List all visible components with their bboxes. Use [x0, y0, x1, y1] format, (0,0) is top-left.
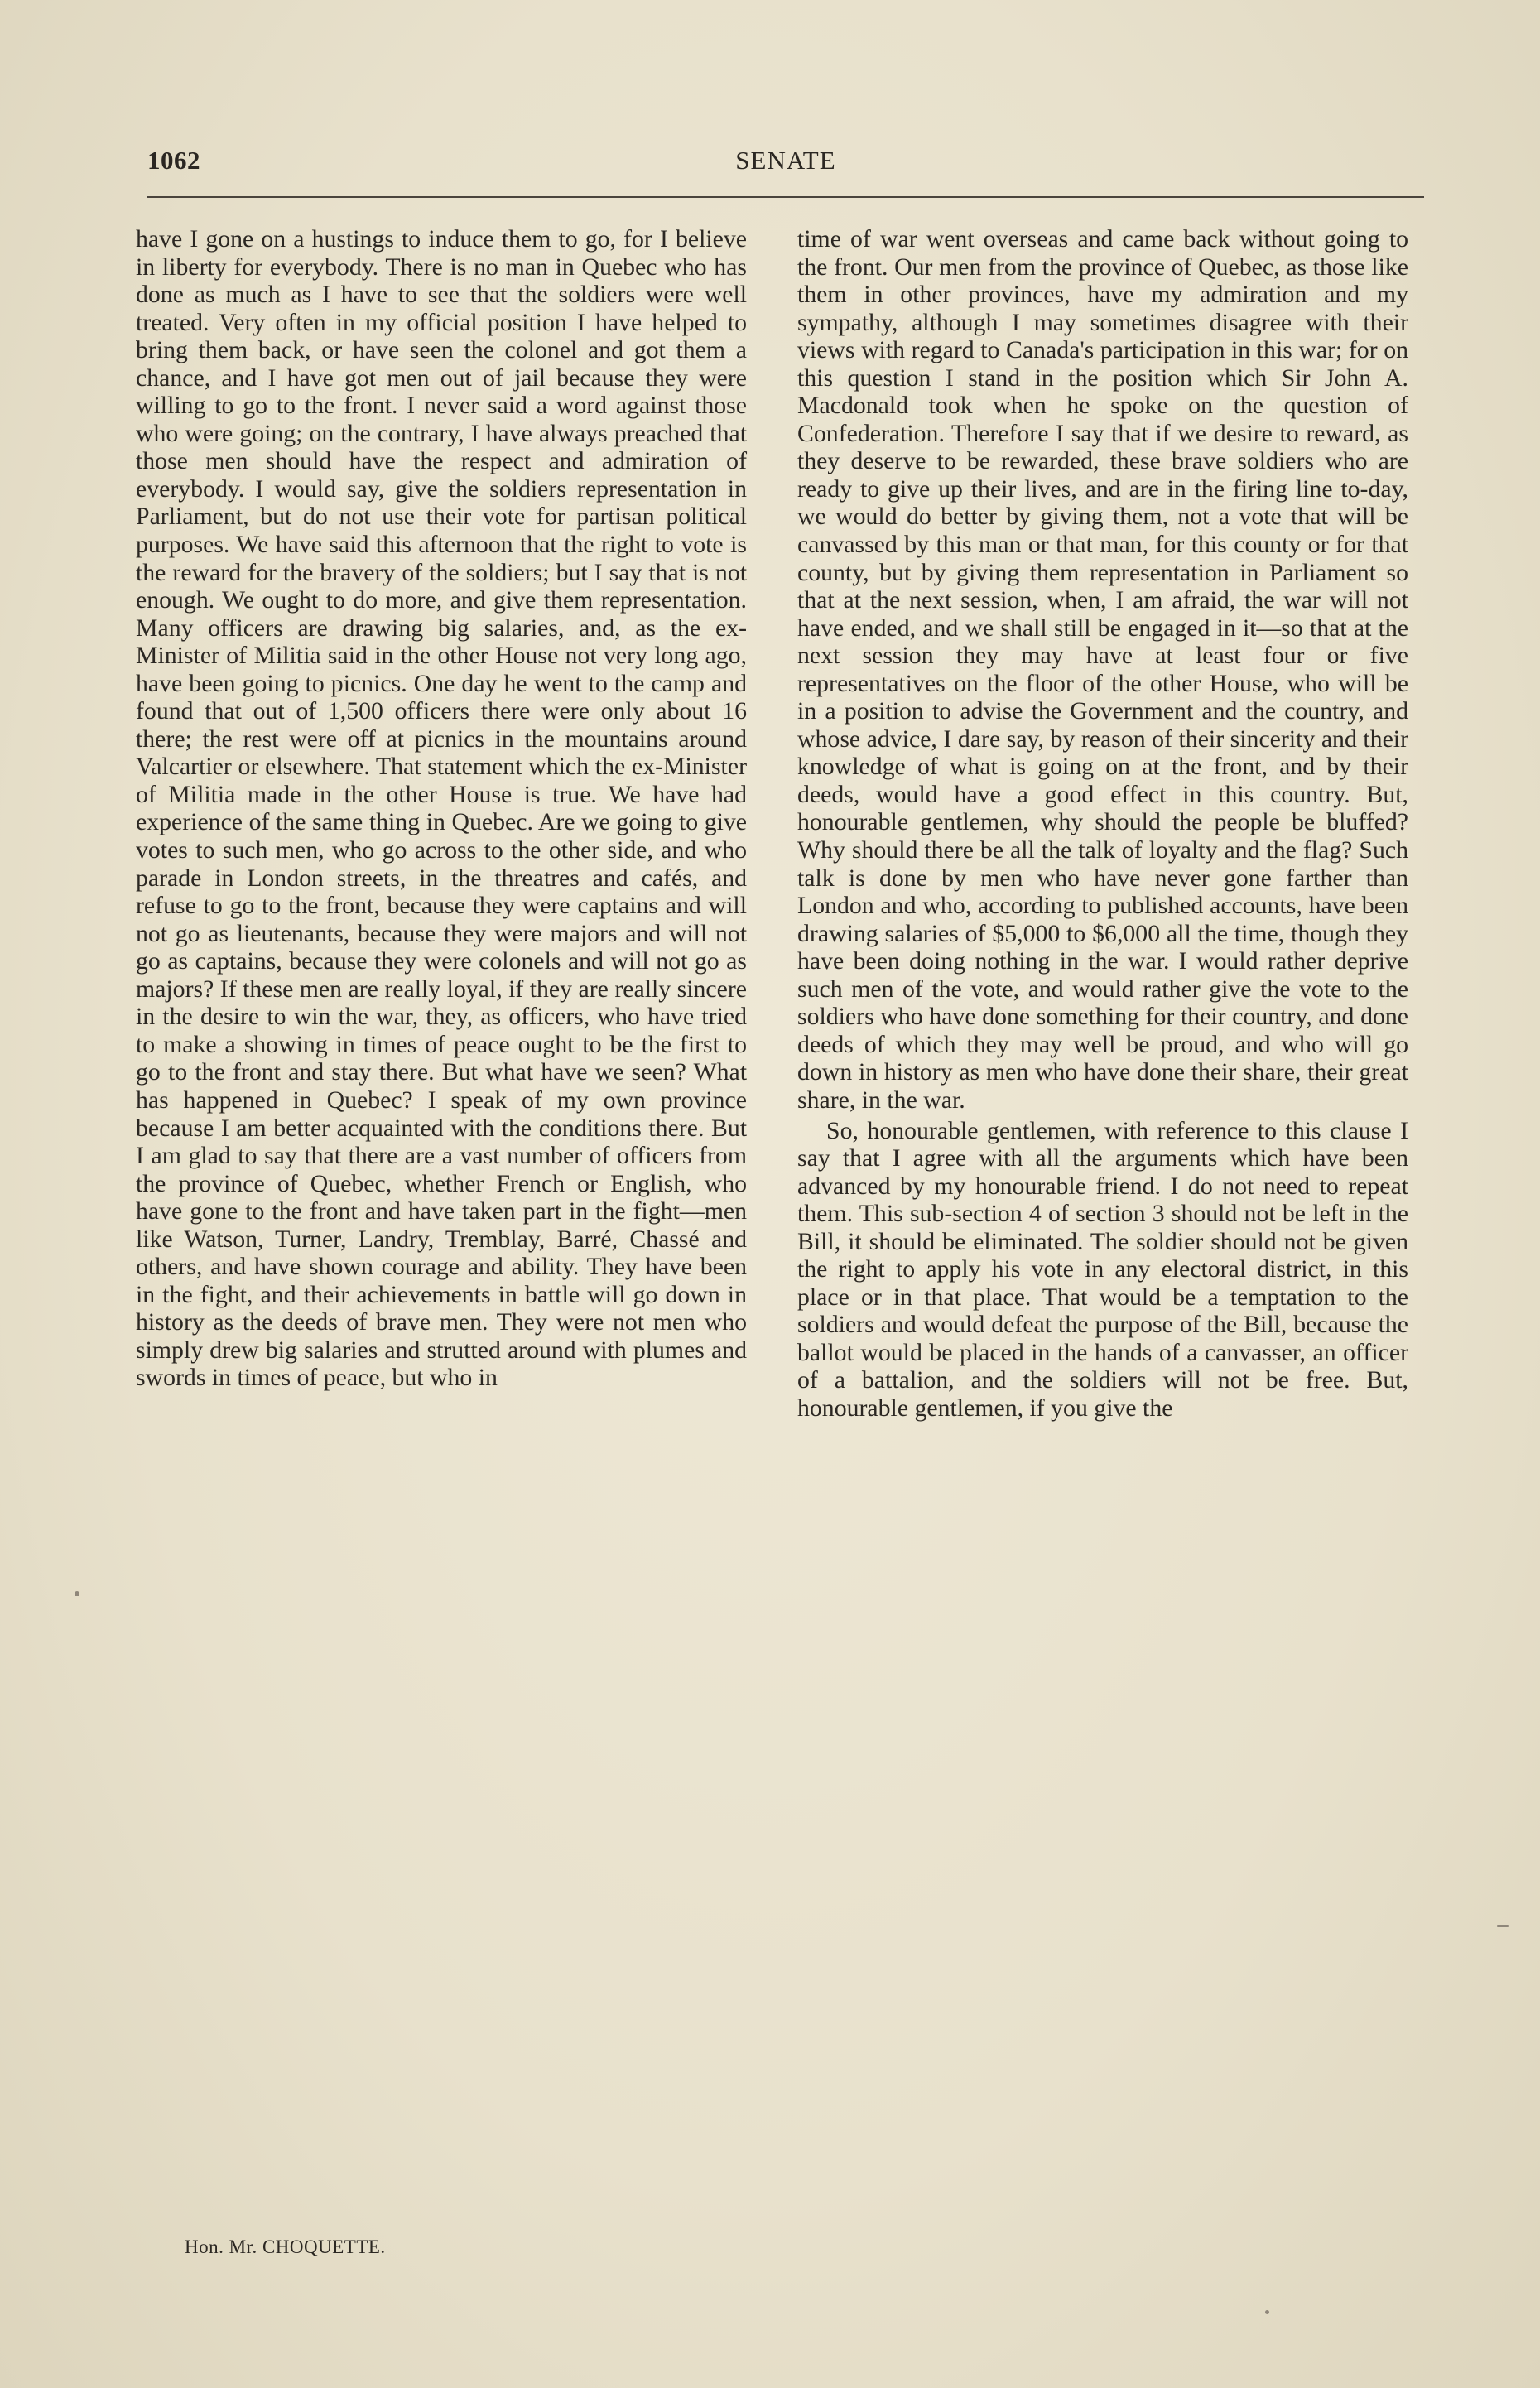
- left-column: [136, 225, 747, 1392]
- running-title: SENATE: [735, 146, 836, 175]
- paper-speck: [1265, 2310, 1269, 2314]
- right-column: [797, 225, 1408, 1423]
- paragraph: So, honourable gentlemen, with reference to this clause I say that I agree with all the arguments which have been advanced by my honourable friend. I do not need to repeat them. This sub-section 4 of section 3 should not be left in the Bill, it should be eliminated. The soldier should not be given the right to apply his vote in any electoral district, in this place or in that place. That would be a temptation to the soldiers and would defeat the purpose of the Bill, because the ballot would be placed in the hands of a canvasser, an officer of a battalion, and the soldiers will not be free. But, honourable gentlemen, if you give the: [797, 1116, 1408, 1422]
- paper-speck: [75, 1591, 79, 1596]
- page-number: 1062: [147, 146, 200, 175]
- paper-speck: [1497, 1925, 1509, 1927]
- paragraph: time of war went overseas and came back without going to the front. Our men from the province of Quebec, as those like them in other provinces, have my admiration and my sympathy, although I may sometimes disagree with their views with regard to Canada's participation in this war; for on this question I stand in the position which Sir John A. Macdonald took when he spoke on the question of Confederation. Therefore I say that if we desire to reward, as they deserve to be rewarded, these brave soldiers who are ready to give up their lives, and are in the firing line to-day, we would do better by giving them, not a vote that will be canvassed by this man or that man, for this county or for that county, but by giving them representation in Parliament so that at the next session, when, I am afraid, the war will not have ended, and we shall still be engaged in it—so that at the next session they may have at least four or five representatives on the floor of the other House, who will be in a position to advise the Government and the country, and whose advice, I dare say, by reason of their sincerity and their knowledge of what is going on at the front, and by their deeds, would have a good effect in this country. But, honourable gentlemen, why should the people be bluffed? Why should there be all the talk of loyalty and the flag? Such talk is done by men who have never gone farther than London and who, according to published accounts, have been drawing salaries of $5,000 to $6,000 all the time, though they have been doing nothing in the war. I would rather deprive such men of the vote, and would rather give the vote to the soldiers who have done something for their country, and done deeds of which they may well be proud, and who will go down in history as men who have done their share, their great share, in the war.: [797, 225, 1408, 1114]
- speaker-footer: Hon. Mr. CHOQUETTE.: [185, 2236, 386, 2257]
- paragraph: have I gone on a hustings to induce them to go, for I believe in liberty for everybody. There is no man in Quebec who has done as much as I have to see that the soldiers were well treated. Very often in my official position I have helped to bring them back, or have seen the colonel and got them a chance, and I have got men out of jail because they were willing to go to the front. I never said a word against those who were going; on the contrary, I have always preached that those men should have the respect and admiration of everybody. I would say, give the soldiers representation in Parliament, but do not use their vote for partisan political purposes. We have said this afternoon that the right to vote is the reward for the bravery of the soldiers; but I say that is not enough. We ought to do more, and give them representation. Many officers are drawing big salaries, and, as the ex-Minister of Militia said in the other House not very long ago, have been going to picnics. One day he went to the camp and found that out of 1,500 officers there were only about 16 there; the rest were off at picnics in the mountains around Valcartier or elsewhere. That statement which the ex-Minister of Militia made in the other House is true. We have had experience of the same thing in Quebec. Are we going to give votes to such men, who go across to the other side, and who parade in London streets, in the threatres and cafés, and refuse to go to the front, because they were captains and will not go as lieutenants, because they were majors and will not go as captains, because they were colonels and will not go as majors? If these men are really loyal, if they are really sincere in the desire to win the war, they, as officers, who have tried to make a showing in times of peace ought to be the first to go to the front and stay there. But what have we seen? What has happened in Quebec? I speak of my own province because I am better acquainted with the conditions there. But I am glad to say that there are a vast number of officers from the province of Quebec, whether French or English, who have gone to the front and have taken part in the fight—men like Watson, Turner, Landry, Tremblay, Barré, Chassé and others, and have shown courage and ability. They have been in the fight, and their achievements in battle will go down in history as the deeds of brave men. They were not men who simply drew big salaries and strutted around with plumes and swords in times of peace, but who in: [136, 225, 747, 1392]
- running-head: [147, 146, 1424, 184]
- header-rule: [147, 196, 1424, 198]
